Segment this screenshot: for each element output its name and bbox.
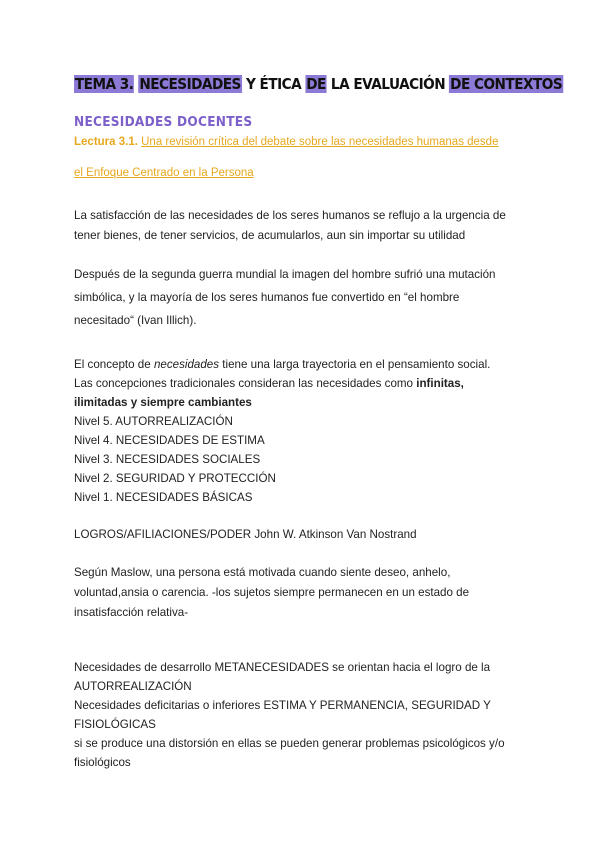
- paragraph-1-line-1: La satisfacción de las necesidades de los seres humanos se reflujo a la urgencia de: [74, 209, 506, 222]
- concept-text-emphasis: necesidades: [153, 358, 220, 371]
- paragraph-3-line-2: [74, 374, 534, 393]
- title-part-3: Y ÉTICA: [241, 75, 306, 93]
- title-part-6: DE CONTEXTOS: [450, 75, 563, 93]
- title-part-1: TEMA 3.: [74, 75, 134, 93]
- level-item: Nivel 4. NECESIDADES DE ESTIMA: [74, 434, 265, 447]
- paragraph-6-line-2: AUTORREALIZACIÓN: [74, 680, 192, 693]
- title-part-2: NECESIDADES: [139, 75, 241, 93]
- level-item: Nivel 3. NECESIDADES SOCIALES: [74, 453, 261, 466]
- paragraph-6-line-5: si se produce una distorsión en ellas se pueden generar problemas psicológicos y/o: [74, 737, 505, 750]
- section-subtitle: NECESIDADES DOCENTES: [74, 114, 253, 130]
- traditional-bold-2: ilimitadas y siempre cambiantes: [74, 396, 252, 409]
- paragraph-6-line-6: fisiológicos: [74, 756, 131, 769]
- reading-label: Lectura 3.1.: [74, 136, 138, 148]
- paragraph-2-line-3: necesitado“ (Ivan Illich).: [74, 314, 197, 327]
- paragraph-4-line-1: LOGROS/AFILIACIONES/PODER John W. Atkinson Van Nostrand: [74, 528, 417, 541]
- paragraph-5-line-2: voluntad,ansia o carencia. -los sujetos siempre permanecen en un estado de: [74, 586, 470, 599]
- paragraph-5-line-3: insatisfacción relativa-: [74, 606, 189, 619]
- paragraph-4: [74, 525, 534, 545]
- concept-text-pre: El concepto de: [74, 358, 154, 371]
- reading-link-line-2[interactable]: el Enfoque Centrado en la Persona: [74, 167, 254, 179]
- paragraph-6-line-1: Necesidades de desarrollo METANECESIDADES se orientan hacia el logro de la: [74, 661, 491, 674]
- paragraph-1: [74, 206, 534, 246]
- title-part-4: DE: [306, 75, 326, 93]
- title-part-5: LA EVALUACIÓN: [326, 75, 450, 93]
- paragraph-6-line-3: Necesidades deficitarias o inferiores ESTIMA Y PERMANENCIA, SEGURIDAD Y: [74, 699, 491, 712]
- level-item: Nivel 1. NECESIDADES BÁSICAS: [74, 491, 253, 504]
- reading-link-line-1[interactable]: Una revisión crítica del debate sobre las necesidades humanas desde: [141, 136, 499, 148]
- page-title: [74, 73, 563, 95]
- paragraph-5: [74, 563, 534, 623]
- paragraph-3-line-1: [74, 355, 534, 374]
- paragraph-3: [74, 355, 534, 507]
- paragraph-6: [74, 658, 534, 772]
- concept-text-post: tiene una larga trayectoria en el pensamiento social.: [219, 358, 491, 371]
- paragraph-2-line-1: Después de la segunda guerra mundial la imagen del hombre sufrió una mutación: [74, 268, 496, 281]
- paragraph-2: [74, 263, 534, 332]
- paragraph-3-line-3: [74, 393, 534, 412]
- level-item: Nivel 2. SEGURIDAD Y PROTECCIÓN: [74, 472, 276, 485]
- traditional-bold-1: infinitas,: [416, 377, 464, 390]
- level-item: Nivel 5. AUTORREALIZACIÓN: [74, 415, 233, 428]
- paragraph-6-line-4: FISIOLÓGICAS: [74, 718, 156, 731]
- reading-reference: [74, 136, 534, 148]
- paragraph-1-line-2: tener bienes, de tener servicios, de acumularlos, aun sin importar su utilidad: [74, 229, 466, 242]
- traditional-text: Las concepciones tradicionales consideran las necesidades como: [74, 377, 417, 390]
- paragraph-2-line-2: simbólica, y la mayoría de los seres humanos fue convertido en “el hombre: [74, 291, 460, 304]
- paragraph-5-line-1: Según Maslow, una persona está motivada cuando siente deseo, anhelo,: [74, 566, 451, 579]
